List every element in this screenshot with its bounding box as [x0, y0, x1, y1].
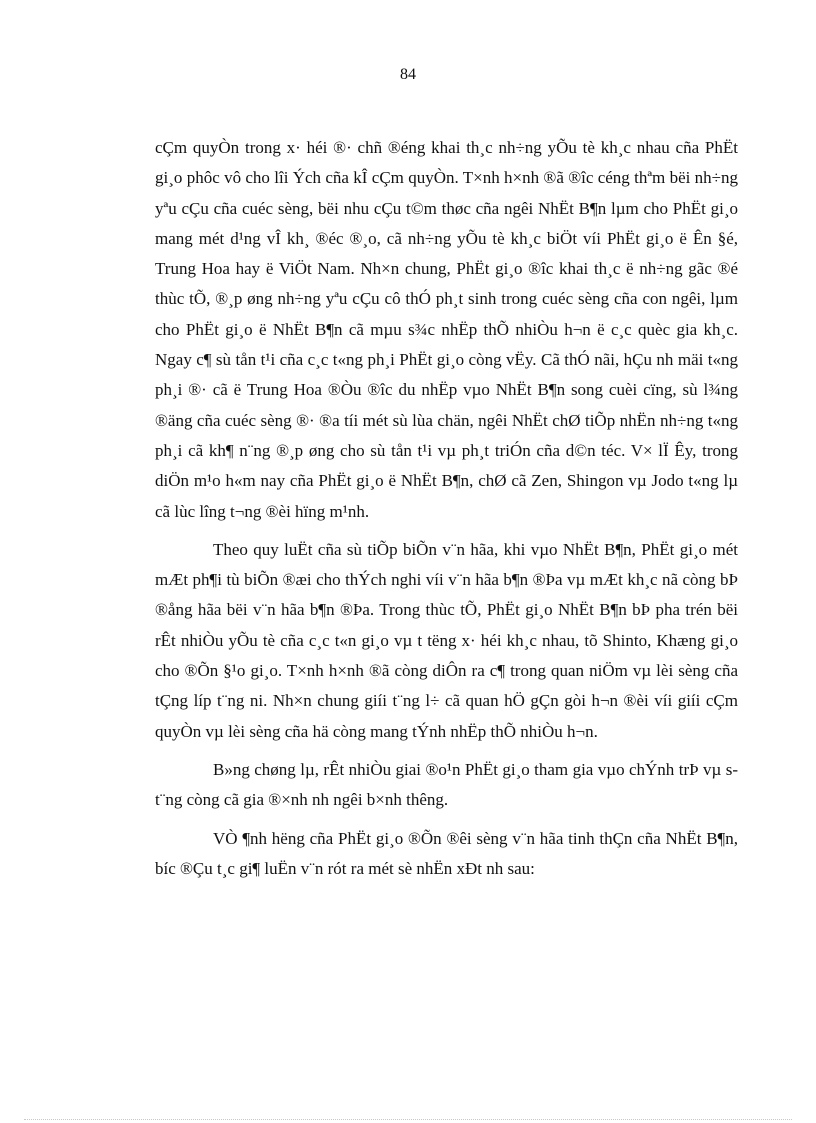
paragraph-1: cÇm quyÒn trong x· héi ®· chñ ®éng khai th¸c nh÷ng yÕu tè kh¸c nhau cña PhËt gi¸o phôc vô cho lîi Ých cña kÎ cÇm quyÒn. T×nh h×nh ®ã ®îc céng thªm bëi nh÷ng yªu cÇu cña cuéc sèng, bëi nhu cÇu t©m thøc cña ngêi NhËt B¶n lµm cho PhËt gi¸o mang mét d¹ng vÎ kh¸ ®éc ®¸o, cã nh÷ng yÕu tè kh¸c biÖt víi PhËt gi¸o ë Ên §é, Trung Hoa hay ë ViÖt Nam. Nh×n chung, PhËt gi¸o ®îc khai th¸c ë nh÷ng gãc ®é thùc tÕ, ®¸p øng nh÷ng yªu cÇu cô thÓ ph¸t sinh trong cuéc sèng cña con ngêi, lµm cho PhËt gi¸o ë NhËt B¶n cã mµu s¾c nhËp thÕ nhiÒu h¬n ë c¸c quèc gia kh¸c. Ngay c¶ sù tån t¹i cña c¸c t«ng ph¸i PhËt gi¸o còng vËy. Cã thÓ nãi, hÇu nh mäi t«ng ph¸i ®· cã ë Trung Hoa ®Òu ®îc du nhËp vµo NhËt B¶n song cuèi cïng, sù l¾ng ®äng cña cuéc sèng ®· ®a tíi mét sù lùa chän, ngêi NhËt chØ tiÕp nhËn nh÷ng t«ng ph¸i cã kh¶ n¨ng ®¸p øng cho sù tån t¹i vµ ph¸t triÓn cña d©n téc. V× lÏ Êy, trong diÖn m¹o h«m nay cña PhËt gi¸o ë NhËt B¶n, chØ cã Zen, Shingon vµ Jodo t«ng lµ cã lùc lîng t¬ng ®èi hïng m¹nh.: [155, 138, 738, 521]
paragraph-2: Theo quy luËt cña sù tiÕp biÕn v¨n hãa, khi vµo NhËt B¶n, PhËt gi¸o mét mÆt ph¶i tù biÕn ®æi cho thÝch nghi víi v¨n hãa b¶n ®Þa vµ mÆt kh¸c nã còng bÞ ®ång hãa bëi v¨n hãa b¶n ®Þa. Trong thùc tÕ, PhËt gi¸o NhËt B¶n bÞ pha trén bëi rÊt nhiÒu yÕu tè cña c¸c t«n gi¸o vµ t tëng x· héi kh¸c nhau, tõ Shinto, Khæng gi¸o cho ®Õn §¹o gi¸o. T×nh h×nh ®ã còng diÔn ra c¶ trong quan niÖm vµ lèi sèng cña tÇng líp t¨ng ni. Nh×n chung giíi t¨ng l÷ cã quan hÖ gÇn gòi h¬n ®èi víi giíi cÇm quyÒn vµ lèi sèng cña hä còng mang tÝnh nhËp thÕ nhiÒu h¬n.: [155, 539, 738, 741]
page-number: 84: [400, 66, 416, 83]
paragraph-4: VÒ ¶nh hëng cña PhËt gi¸o ®Õn ®êi sèng v¨n hãa tinh thÇn cña NhËt B¶n, bíc ®Çu t¸c gi¶ luËn v¨n rót ra mét sè nhËn xÐt nh sau:: [155, 828, 738, 878]
paragraph-3: B»ng chøng lµ, rÊt nhiÒu giai ®o¹n PhËt gi¸o tham gia vµo chÝnh trÞ vµ s t¨ng còng cã gia ®×nh nh ngêi b×nh thêng.: [155, 759, 738, 810]
page-bottom-divider: [24, 1119, 792, 1120]
document-body: [155, 133, 738, 884]
